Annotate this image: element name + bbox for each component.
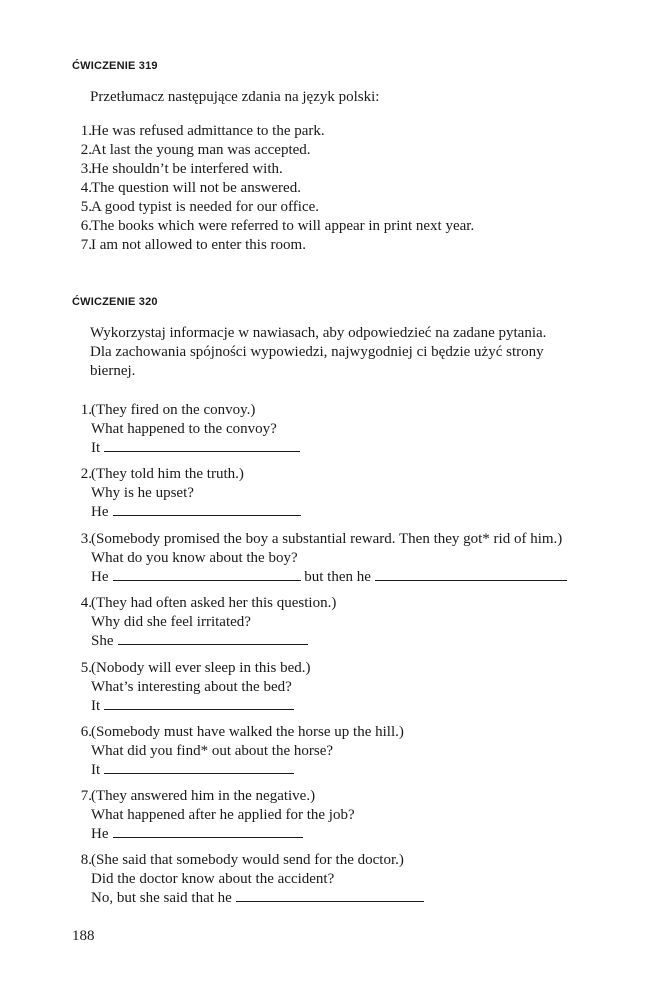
answer-blank[interactable] — [104, 697, 294, 710]
answer-blank[interactable] — [113, 568, 301, 581]
exercise-319-instruction: Przetłumacz następujące zdania na język polski: — [90, 89, 380, 105]
answer-blank[interactable] — [113, 825, 303, 838]
page-number: 188 — [72, 928, 95, 944]
answer-blank[interactable] — [113, 503, 301, 516]
answer-blank[interactable] — [104, 439, 300, 452]
answer-blank[interactable] — [236, 889, 424, 902]
answer-blank[interactable] — [104, 761, 294, 774]
exercise-320-heading: ĆWICZENIE 320 — [72, 296, 158, 308]
exercise-320-instruction: Wykorzystaj informacje w nawiasach, aby odpowiedzieć na zadane pytania. Dla zachowania spójności wypowiedzi, najwygodniej ci będzie użyć strony biernej. — [90, 325, 547, 379]
exercise-319-heading: ĆWICZENIE 319 — [72, 60, 158, 72]
answer-blank[interactable] — [375, 568, 567, 581]
answer-blank[interactable] — [118, 632, 308, 645]
